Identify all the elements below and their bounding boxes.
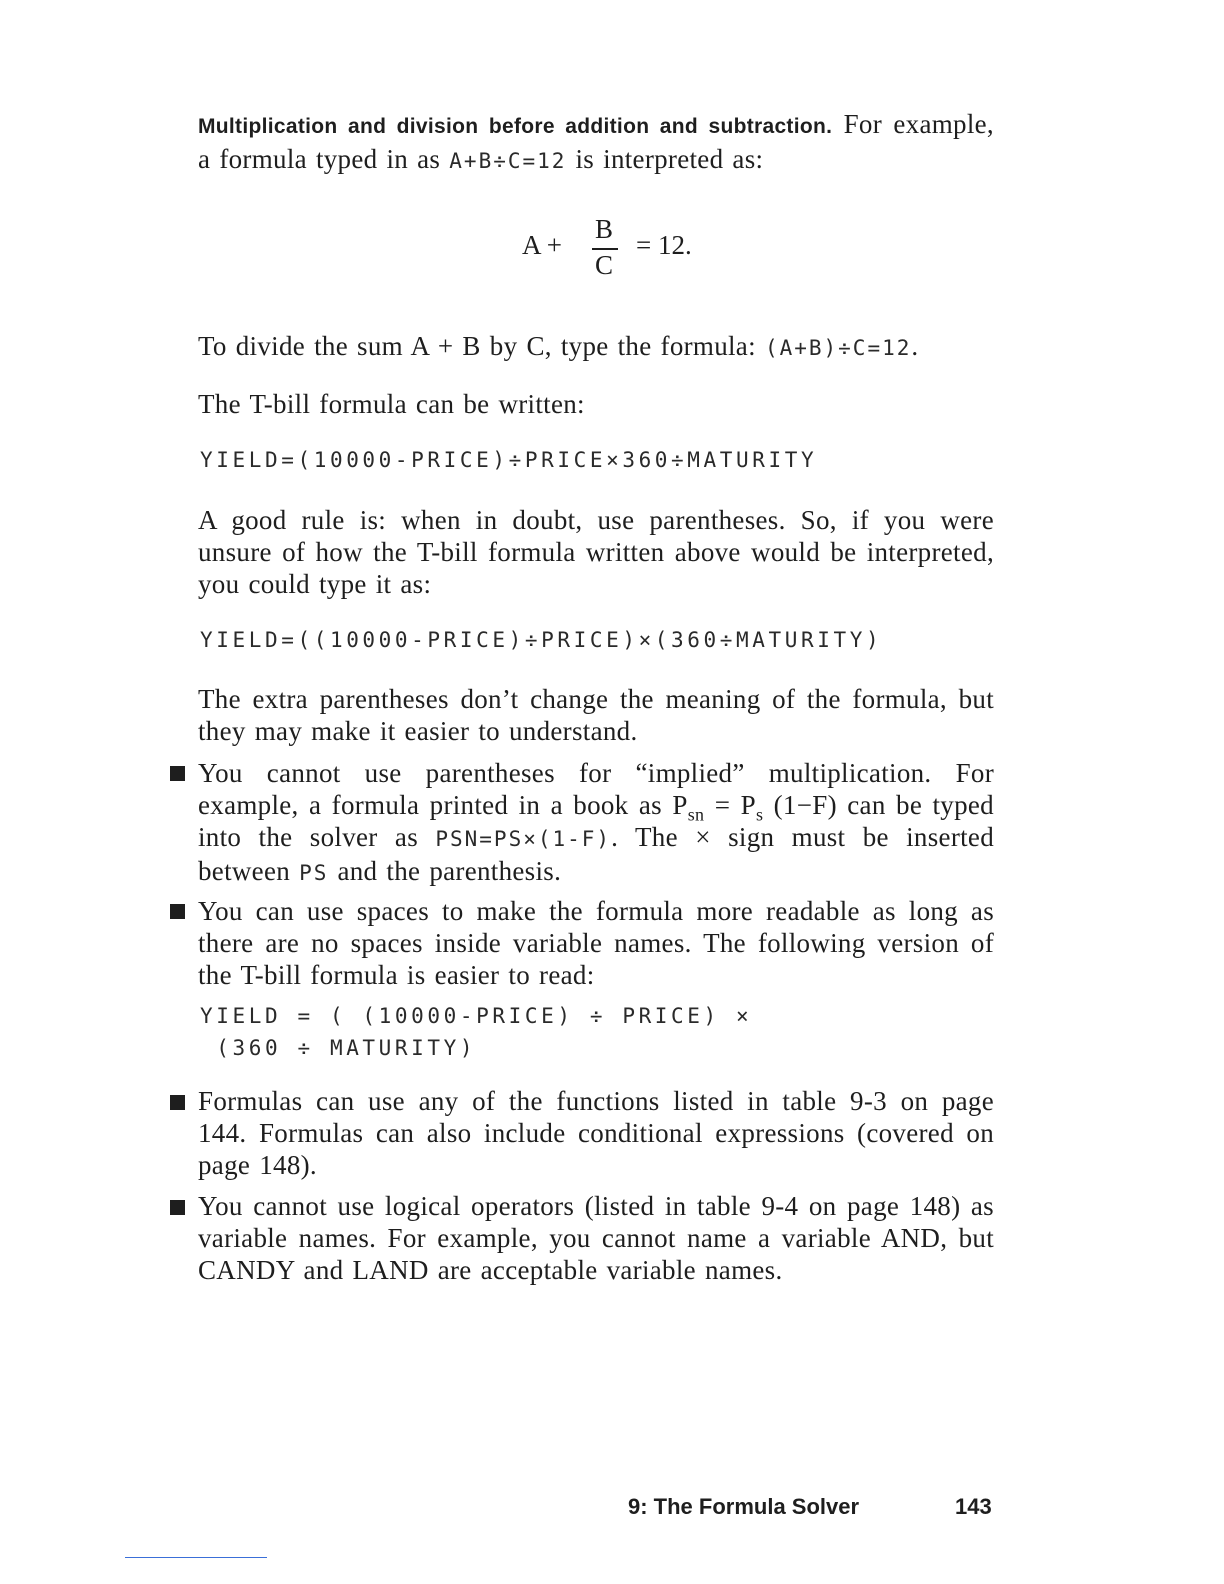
intro-code: A+B÷C=12 [449,149,567,173]
implied-multiplication-item: You cannot use parentheses for “implied” multiplication. For example, a formula printed in a book as $P_{sn} = P_s$ (1−F) can be typed into the solver as PSN=PS×(1-F). The × sign must be inserted between PS and the parenthesis. [198,758,994,886]
bullet-marker [170,1095,185,1110]
spaces-item: You can use spaces to make the formula more readable as long as there are no spaces inside variable names. The following version of the T-bill formula is easier to read: [198,896,994,990]
spaced-formula-line-2: (360 ÷ MATURITY) [200,1036,477,1060]
tbill-formula-parenthesized: YIELD=((10000-PRICE)÷PRICE)×(360÷MATURITY) [200,628,883,652]
divide-sum-code: (A+B)÷C=12 [764,336,912,360]
tbill-formula: YIELD=(10000-PRICE)÷PRICE×360÷MATURITY [200,448,818,472]
page-number: 143 [955,1494,992,1519]
chapter-title: 9: The Formula Solver [628,1494,860,1519]
bullet-marker [170,766,185,781]
scan-edge-line [125,1557,267,1558]
good-rule-paragraph: A good rule is: when in doubt, use parentheses. So, if you were unsure of how the T-bill formula written above would be interpreted, you could type it as: [198,505,994,599]
bullet-marker [170,904,185,919]
equation-rhs: = 12. [636,230,692,260]
divide-sum-paragraph: To divide the sum A + B by C, type the formula: (A+B)÷C=12. [198,331,919,361]
equation-lhs: A + [522,230,562,260]
extra-parens-paragraph: The extra parentheses don’t change the meaning of the formula, but they may make it easier to understand. [198,684,994,746]
intro-heading: Multiplication and division before addition and subtraction. [198,115,833,138]
equation-denominator: C [595,250,614,280]
intro-paragraph: Multiplication and division before addition and subtraction. For example, a formula typed in as A+B÷C=12 is interpreted as: [198,109,994,174]
bullet-marker [170,1200,185,1215]
equation-numerator: B [595,214,614,244]
logical-operators-item: You cannot use logical operators (listed in table 9-4 on page 148) as variable names. For example, you cannot name a variable AND, but CANDY and LAND are acceptable variable names. [198,1191,994,1285]
ps-code: PS [299,861,329,885]
tbill-intro: The T-bill formula can be written: [198,389,585,419]
spaced-formula-line-1: YIELD = ( (10000-PRICE) ÷ PRICE) × [200,1004,753,1028]
implied-code: PSN=PS×(1-F) [435,827,612,851]
functions-item: Formulas can use any of the functions listed in table 9-3 on page 144. Formulas can also include conditional expressions (covered on page 148). [198,1086,994,1180]
